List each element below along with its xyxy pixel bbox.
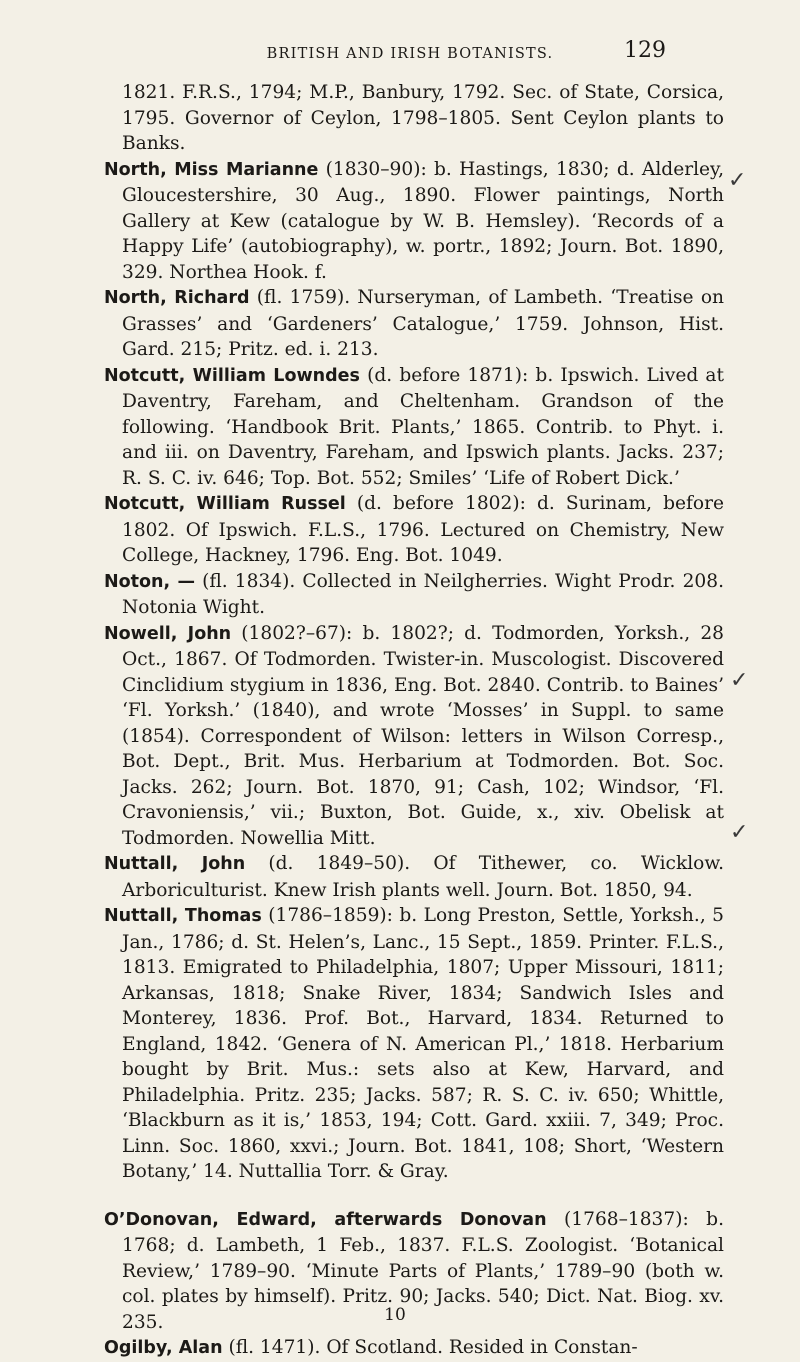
entry-noton [104,569,724,621]
check-mark-icon: ✓ [730,668,749,693]
entry-nuttall-thomas [104,903,724,1185]
check-mark-icon: ✓ [728,168,747,193]
page-number: 129 [624,38,666,63]
check-mark-icon: ✓ [730,820,749,845]
entry-name: Notcutt, William Lowndes [104,365,360,386]
entry-nuttall-john [104,851,724,903]
entry-text: (d. before 1802): d. Surinam, before 1802. Of Ipswich. F.L.S., 1796. Lectured on Chemistry, New College, Hackney, 1796. Eng. Bot. 1049. [122,493,724,566]
entry-ogilby [104,1335,724,1362]
entry-text: (fl. 1471). Of Scotland. Resided in Constan- [222,1337,638,1358]
entry-text: (d. before 1871): b. Ipswich. Lived at Daventry, Fareham, and Cheltenham. Grandson of the following. ‘Handbook Brit. Plants,’ 1865. Contrib. to Phyt. i. and iii. on Daventry, Fareham, and Ipswich plants. Jacks. 237; R. S. C. iv. 646; Top. Bot. 552; Smiles’ ‘Life of Robert Dick.’ [122,364,724,489]
entry-name: O’Donovan, Edward, afterwards Donovan [104,1209,547,1230]
entry-text: (fl. 1834). Collected in Neilgherries. Wight Prodr. 208. Notonia Wight. [122,570,724,618]
entry-name: North, Richard [104,288,250,308]
entry-name: North, Miss Marianne [104,159,319,180]
entry-notcutt-russel [104,491,724,569]
entry-text: (1802?–67): b. 1802?; d. Todmorden, Yorksh., 28 Oct., 1867. Of Todmorden. Twister-in. Muscologist. Discovered Cinclidium stygium in 1836, Eng. Bot. 2840. Contrib. to Baines’ ‘Fl. Yorksh.’ (1840), and wrote ‘Mosses’ in Suppl. to same (1854). Correspondent of Wilson: letters in Wilson Corresp., Bot. Dept., Brit. Mus. Herbarium at Todmorden. Bot. Soc. Jacks. 262; Journ. Bot. 1870, 91; Cash, 102; Windsor, ‘Fl. Cravoniensis,’ vii.; Buxton, Bot. Guide, x., xiv. Obelisk at Todmorden. Nowellia Mitt. [122,622,724,849]
entry-north-marianne [104,157,724,286]
entry-nowell-john [104,621,724,852]
signature-mark: 10 [384,1305,406,1325]
entry-name: Ogilby, Alan [104,1338,223,1358]
entry-name: Noton, — [104,571,195,592]
entry-continuation [104,80,724,157]
entry-north-richard [104,285,724,363]
entry-text: (d. 1849–50). Of Tithewer, co. Wicklow. Arboriculturist. Knew Irish plants well. Journ. Bot. 1850, 94. [122,853,724,901]
entries-body [104,80,724,1362]
entry-notcutt-lowndes [104,363,724,492]
running-head: BRITISH AND IRISH BOTANISTS. [266,46,554,62]
entry-name: Nuttall, Thomas [104,906,262,926]
entry-name: Nowell, John [104,623,232,644]
entry-text: (1830–90): b. Hastings, 1830; d. Alderley, Gloucestershire, 30 Aug., 1890. Flower paintings, North Gallery at Kew (catalogue by W. B. Hemsley). ‘Records of a Happy Life’ (autobiography), w. portr., 1892; Journ. Bot. 1890, 329. Northea Hook. f. [122,158,724,283]
entry-text: (1768–1837): b. 1768; d. Lambeth, 1 Feb., 1837. F.L.S. Zoologist. ‘Botanical Review,’ 1789–90. ‘Minute Parts of Plants,’ 1789–90 (both w. col. plates by himself). Pritz. 90; Jacks. 540; Dict. Nat. Biog. xv. 235. [122,1208,724,1333]
entry-name: Notcutt, William Russel [104,494,346,514]
entry-text: (fl. 1759). Nurseryman, of Lambeth. ‘Treatise on Grasses’ and ‘Gardeners’ Catalogue,’ 1759. Johnson, Hist. Gard. 215; Pritz. ed. i. 213. [122,287,724,360]
entry-text: 1821. F.R.S., 1794; M.P., Banbury, 1792. Sec. of State, Corsica, 1795. Governor of Ceylon, 1798–1805. Sent Ceylon plants to Banks. [122,82,724,154]
entry-name: Nuttall, John [104,854,246,874]
entry-text: (1786–1859): b. Long Preston, Settle, Yorksh., 5 Jan., 1786; d. St. Helen’s, Lanc., 15 Sept., 1859. Printer. F.L.S., 1813. Emigrated to Philadelphia, 1807; Upper Missouri, 1811; Arkansas, 1818; Snake River, 1834; Sandwich Isles and Monterey, 1836. Prof. Bot., Harvard, 1834. Returned to England, 1842. ‘Genera of N. American Pl.,’ 1818. Herbarium bought by Brit. Mus.: sets also at Kew, Harvard, and Philadelphia. Pritz. 235; Jacks. 587; R. S. C. iv. 650; Whittle, ‘Blackburn as it is,’ 1853, 194; Cott. Gard. xxiii. 7, 349; Proc. Linn. Soc. 1860, xxvi.; Journ. Bot. 1841, 108; Short, ‘Western Botany,’ 14. Nuttallia Torr. & Gray. [122,905,724,1182]
